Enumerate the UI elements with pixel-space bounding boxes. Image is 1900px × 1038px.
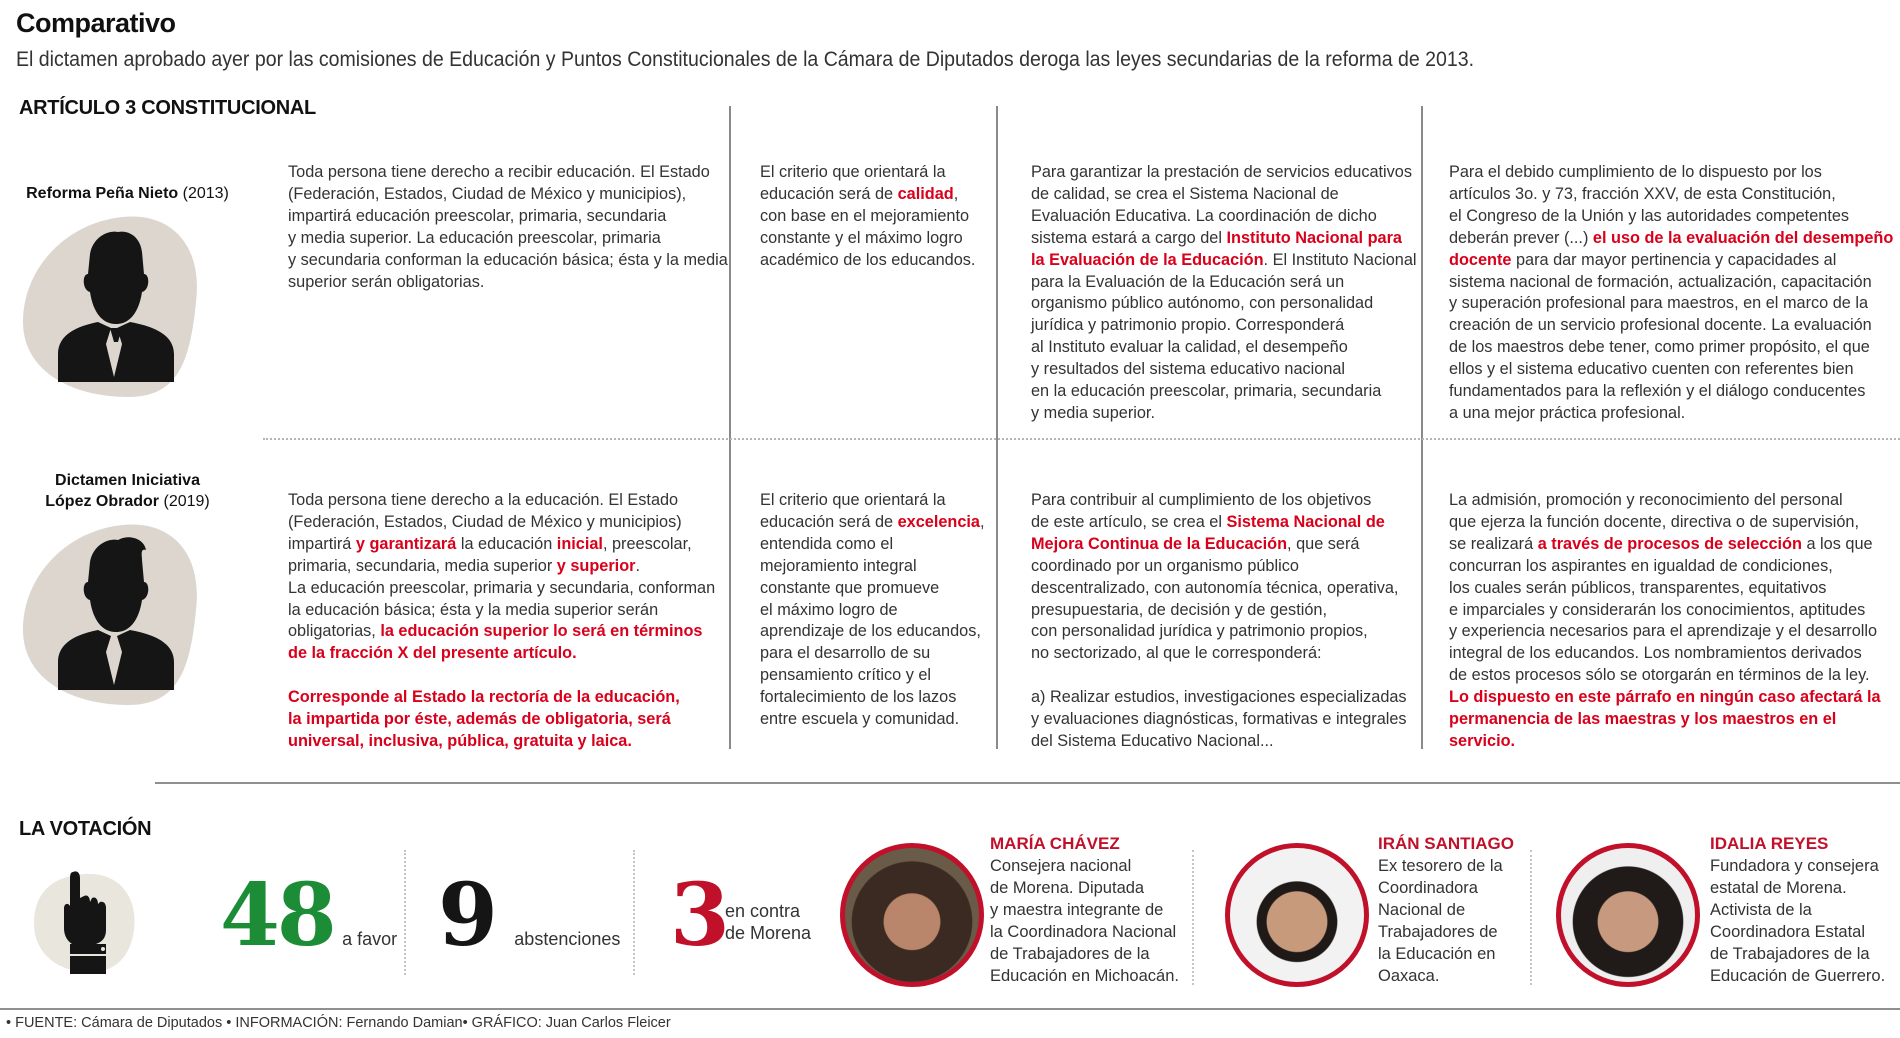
row-label-year: (2013) <box>182 185 229 202</box>
person-divider <box>1530 850 1532 985</box>
highlighted-text: a través de procesos de selección <box>1537 534 1802 553</box>
vote-heading: LA VOTACIÓN <box>19 818 152 840</box>
cell-2019-docentes <box>1449 490 1900 753</box>
highlighted-text: excelencia <box>897 512 980 531</box>
highlighted-text: y superior <box>556 556 636 575</box>
highlighted-text: el uso de la evaluación del desempeño docente <box>1449 228 1894 269</box>
credits: • FUENTE: Cámara de Diputados • INFORMACIÓN: Fernando Damian• GRÁFICO: Juan Carlos Fleicer <box>6 1015 671 1031</box>
column-divider <box>729 106 731 749</box>
text-segment: . El Instituto Nacional para la Evaluación de la Educación será un organismo público autónomo, con personalidad jurídica y patrimonio propio. Corresponderá al Instituto evaluar la calidad, el desempeño y resultados del sistema educativo nacional en la educación preescolar, primaria, secundaria y media superior. <box>1031 250 1417 422</box>
portrait-maria-chavez <box>840 843 984 987</box>
page-subtitle: El dictamen aprobado ayer por las comisiones de Educación y Puntos Constitucionales de la Cámara de Diputados deroga las leyes secundarias de la reforma de 2013. <box>16 48 1475 71</box>
person-silhouette-icon <box>18 520 208 710</box>
section-divider <box>155 782 1900 784</box>
text-segment: Para garantizar la prestación de servicios educativos de calidad, se crea el Sistema Nacional de Evaluación Educativa. La coordinación de dicho sistema estará a cargo del <box>1031 163 1412 247</box>
vote-favor <box>220 865 398 966</box>
text-segment: la educación <box>456 534 557 553</box>
person-name: MARÍA CHÁVEZ <box>990 834 1120 853</box>
text-segment: La admisión, promoción y reconocimiento del personal que ejerza la función docente, directiva o de supervisión, se realizará <box>1449 491 1859 553</box>
footer-divider <box>0 1008 1900 1010</box>
text-segment: , que será coordinado por un organismo público descentralizado, con autonomía técnica, operativa, presupuestaria, de decisión y de gestión, con personalidad jurídica y patrimonio propios, no sectorizado, al que le corresponderá: a) Realizar estudios, investigaciones especializadas y evaluaciones diagnósticas, formativas e integrales del Sistema Educativo Nacional... <box>1031 534 1407 750</box>
cell-2013-derecho <box>288 162 728 293</box>
person-description: Fundadora y consejera estatal de Morena. Activista de la Coordinadora Estatal de Trabajadores de la Educación de Guerrero. <box>1710 857 1886 985</box>
text-segment: Para el debido cumplimiento de lo dispuesto por los artículos 3o. y 73, fracción XXV, de esta Constitución, el Congreso de la Unión y las autoridades competentes deberán prever (...) <box>1449 163 1850 247</box>
vote-label: abstenciones <box>514 929 621 949</box>
text-segment: a los que concurran los aspirantes en igualdad de condiciones, los cuales serán públicos, transparentes, equitativos e imparciales y considerarán los conocimientos, aptitudes y experiencia necesarios para el aprendizaje y el desarrollo integral de los educandos. Los nombramientos derivados de estos procesos sólo se otorgarán en términos de la ley. <box>1449 534 1878 685</box>
highlighted-text: Lo dispuesto en este párrafo en ningún caso afectará la permanencia de las maestras y los maestros en el servicio. <box>1449 688 1881 750</box>
vote-label: en contra de Morena <box>725 901 812 943</box>
raised-hand-icon <box>30 868 140 978</box>
vote-count: 48 <box>220 865 334 966</box>
highlighted-text: y garantizará <box>355 534 457 553</box>
vote-divider <box>633 850 635 975</box>
column-divider <box>996 106 998 749</box>
vote-divider <box>404 850 406 975</box>
row-label-2013 <box>20 183 235 204</box>
vote-count: 9 <box>438 865 498 966</box>
highlighted-text: calidad <box>897 184 954 203</box>
cell-2013-sistema <box>1031 162 1417 425</box>
highlighted-text: la educación superior lo será en términos de la fracción X del presente artículo. <box>288 622 703 663</box>
text-segment: El criterio que orientará la educación será de <box>760 163 946 203</box>
person-description: Ex tesorero de la Coordinadora Nacional de Trabajadores de la Educación en Oaxaca. <box>1378 857 1503 985</box>
column-divider <box>1421 106 1423 749</box>
vote-contra <box>670 865 730 966</box>
person-name: IRÁN SANTIAGO <box>1378 834 1514 853</box>
cell-2019-criterio <box>760 490 985 731</box>
vote-label: a favor <box>342 929 398 949</box>
highlighted-text: inicial <box>556 534 603 553</box>
row-divider <box>263 438 1900 440</box>
row-label-name: Reforma Peña Nieto <box>26 185 179 202</box>
text-segment: El criterio que orientará la educación será de <box>760 491 946 531</box>
cell-2013-criterio <box>760 162 975 272</box>
highlighted-text: Sistema Nacional de Mejora Continua de la Educación <box>1031 512 1385 553</box>
row-label-year: (2019) <box>163 493 210 510</box>
text-segment: . La educación preescolar, primaria y secundaria, conforman la educación básica; ésta y la media superior serán obligatorias, <box>288 556 716 641</box>
person-divider <box>1192 850 1194 985</box>
text-segment: Toda persona tiene derecho a recibir educación. El Estado (Federación, Estados, Ciudad de México y municipios), impartirá educación preescolar, primaria, secundaria y media superior. La educación preescolar, primaria y secundaria conforman la educación básica; ésta y la media superior serán obligatorias. <box>288 163 728 291</box>
cell-2019-derecho <box>288 490 715 753</box>
vote-count: 3 <box>670 865 730 966</box>
cell-2013-docentes <box>1449 162 1893 425</box>
cell-2019-sistema <box>1031 490 1407 753</box>
row-label-2019 <box>20 470 235 512</box>
text-segment: , con base en el mejoramiento constante y el máximo logro académico de los educandos. <box>760 184 976 269</box>
portrait-iran-santiago <box>1225 843 1369 987</box>
person-silhouette-icon <box>18 212 208 402</box>
person-name: IDALIA REYES <box>1710 834 1829 853</box>
text-segment: Toda persona tiene derecho a la educación. El Estado (Federación, Estados, Ciudad de México y municipios) impartirá <box>288 491 682 553</box>
highlighted-text: Corresponde al Estado la rectoría de la educación, la impartida por éste, además de obligatoria, será universal, inclusiva, pública, gratuita y laica. <box>288 688 680 750</box>
text-segment: para dar mayor pertinencia y capacidades al sistema nacional de formación, actualización, capacitación y superación profesional para maestros, en el marco de la creación de un servicio profesional docente. La evaluación de los maestros debe tener, como primer propósito, el que ellos y el sistema educativo cuenten con referentes bien fundamentados para la reflexión y el diálogo conducentes a una mejor práctica profesional. <box>1449 250 1872 422</box>
text-segment: , entendida como el mejoramiento integral constante que promueve el máximo logro de aprendizaje de los educandos, para el desarrollo de su pensamiento crítico y el fortalecimiento de los lazos entre escuela y comunidad. <box>760 512 985 729</box>
highlighted-text: Instituto Nacional para la Evaluación de la Educación <box>1031 228 1402 269</box>
page-title: Comparativo <box>16 8 176 38</box>
vote-abstenciones <box>438 865 621 966</box>
text-segment: , preescolar, primaria, secundaria, media superior <box>288 534 692 575</box>
row-label-name: Dictamen Iniciativa López Obrador <box>45 472 200 510</box>
person-description: Consejera nacional de Morena. Diputada y maestra integrante de la Coordinadora Nacional de Trabajadores de la Educación en Michoacán. <box>990 857 1179 985</box>
article-heading: ARTÍCULO 3 CONSTITUCIONAL <box>19 97 316 119</box>
text-segment: Para contribuir al cumplimiento de los objetivos de este artículo, se crea el <box>1031 491 1372 531</box>
portrait-idalia-reyes <box>1556 843 1700 987</box>
